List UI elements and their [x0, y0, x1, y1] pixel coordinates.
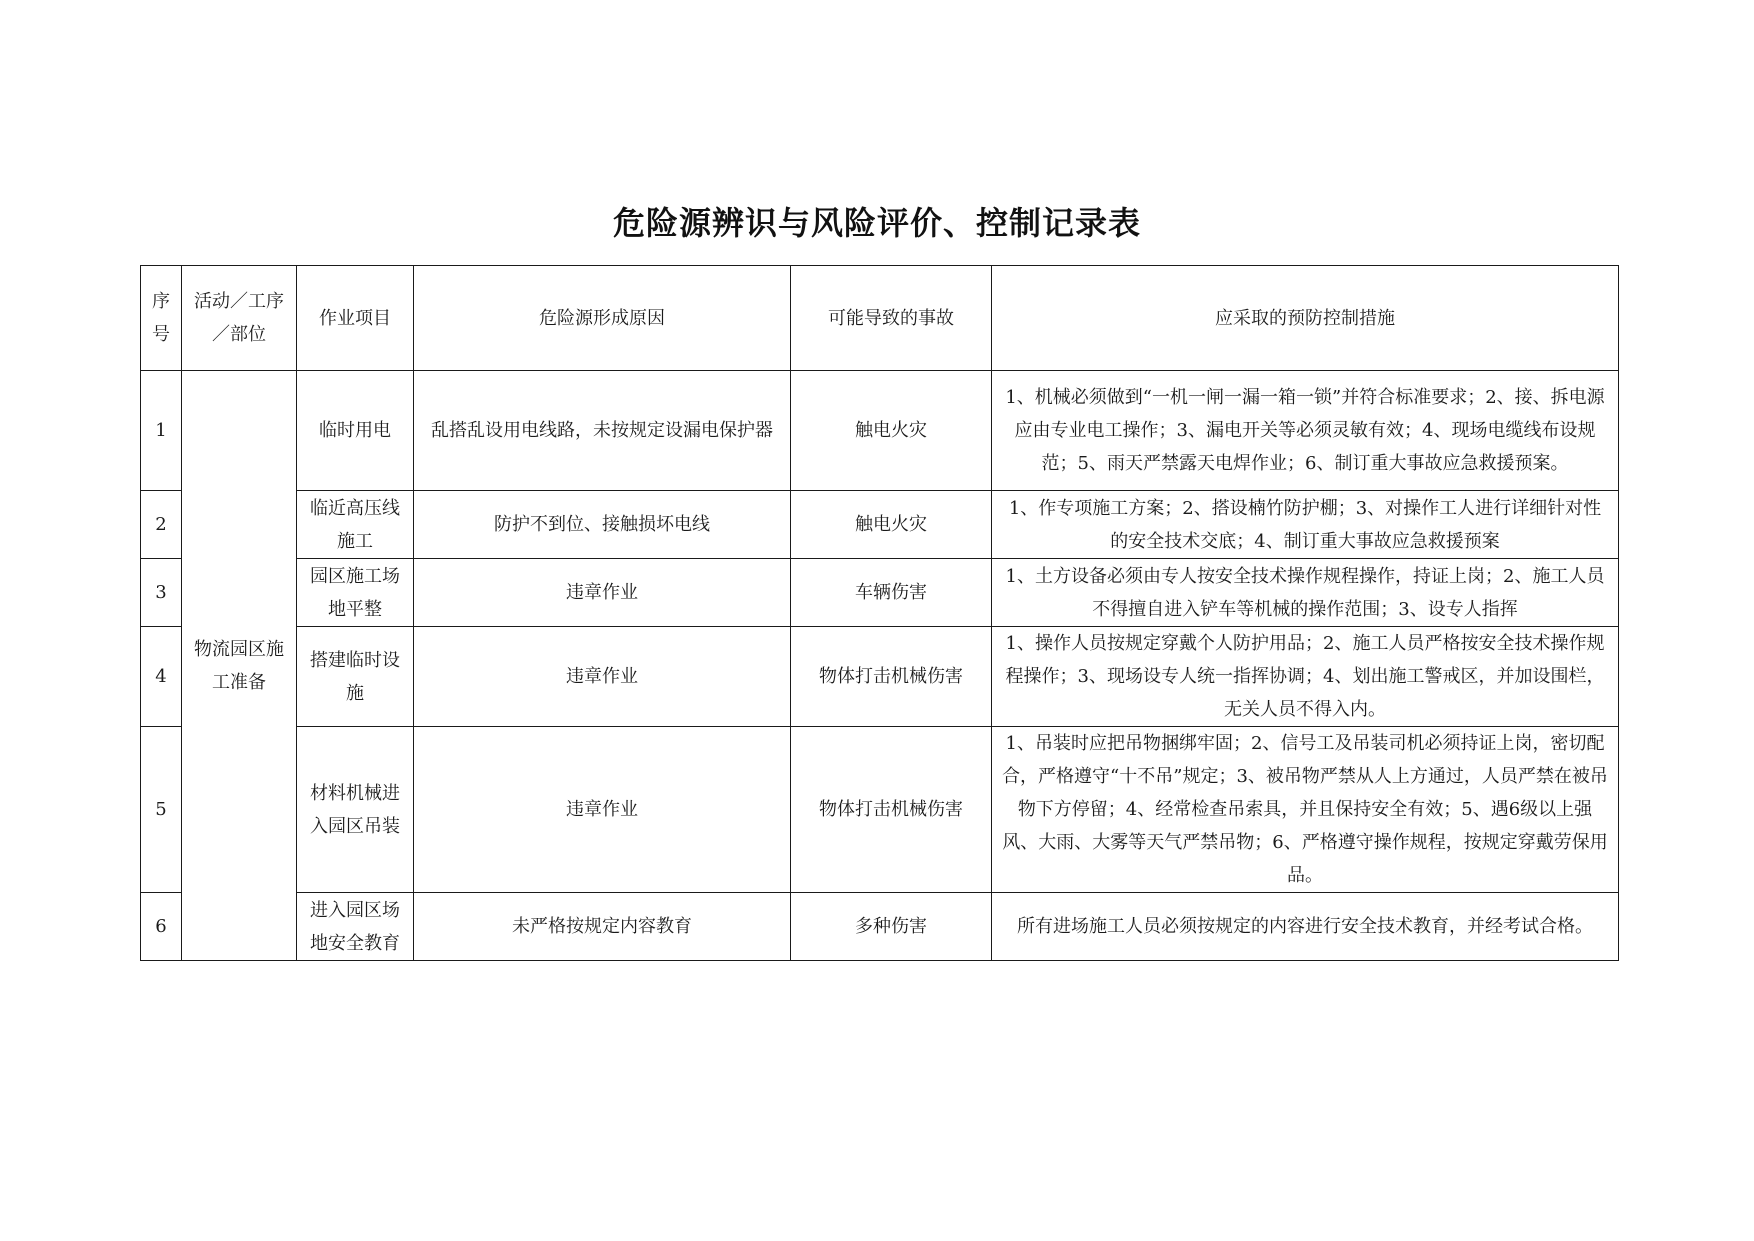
table-row [141, 893, 1619, 961]
row-measures: 所有进场施工人员必须按规定的内容进行安全技术教育，并经考试合格。 [992, 893, 1619, 961]
row-cause: 违章作业 [414, 627, 791, 727]
header-accident: 可能导致的事故 [791, 266, 992, 371]
header-activity: 活动／工序／部位 [182, 266, 297, 371]
row-seq: 5 [141, 727, 182, 893]
row-measures: 1、吊装时应把吊物捆绑牢固；2、信号工及吊装司机必须持证上岗，密切配合，严格遵守“十不吊”规定；3、被吊物严禁从人上方通过，人员严禁在被吊物下方停留；4、经常检查吊索具，并且保持安全有效；5、遇6级以上强风、大雨、大雾等天气严禁吊物；6、严格遵守操作规程，按规定穿戴劳保用品。 [992, 727, 1619, 893]
row-measures: 1、土方设备必须由专人按安全技术操作规程操作，持证上岗；2、施工人员不得擅自进入铲车等机械的操作范围；3、设专人指挥 [992, 559, 1619, 627]
row-item: 园区施工场地平整 [297, 559, 414, 627]
row-cause: 乱搭乱设用电线路，未按规定设漏电保护器 [414, 371, 791, 491]
activity-group-cell: 物流园区施工准备 [182, 371, 297, 961]
row-item: 搭建临时设施 [297, 627, 414, 727]
row-accident: 物体打击机械伤害 [791, 627, 992, 727]
table-row [141, 559, 1619, 627]
row-measures: 1、机械必须做到“一机一闸一漏一箱一锁”并符合标准要求；2、接、拆电源应由专业电工操作；3、漏电开关等必须灵敏有效；4、现场电缆线布设规范；5、雨天严禁露天电焊作业；6、制订重大事故应急救援预案。 [992, 371, 1619, 491]
row-accident: 物体打击机械伤害 [791, 727, 992, 893]
table-row [141, 491, 1619, 559]
row-item: 材料机械进入园区吊装 [297, 727, 414, 893]
document-title: 危险源辨识与风险评价、控制记录表 [612, 204, 1141, 242]
header-seq: 序号 [141, 266, 182, 371]
row-cause: 违章作业 [414, 727, 791, 893]
table-header-row [141, 266, 1619, 371]
row-accident: 触电火灾 [791, 371, 992, 491]
row-cause: 违章作业 [414, 559, 791, 627]
row-measures: 1、作专项施工方案；2、搭设楠竹防护棚；3、对操作工人进行详细针对性的安全技术交底；4、制订重大事故应急救援预案 [992, 491, 1619, 559]
header-item: 作业项目 [297, 266, 414, 371]
row-accident: 触电火灾 [791, 491, 992, 559]
row-item: 临近高压线施工 [297, 491, 414, 559]
row-accident: 车辆伤害 [791, 559, 992, 627]
header-cause: 危险源形成原因 [414, 266, 791, 371]
row-cause: 未严格按规定内容教育 [414, 893, 791, 961]
row-seq: 6 [141, 893, 182, 961]
row-cause: 防护不到位、接触损坏电线 [414, 491, 791, 559]
row-seq: 2 [141, 491, 182, 559]
table-row [141, 627, 1619, 727]
row-seq: 3 [141, 559, 182, 627]
row-item: 进入园区场地安全教育 [297, 893, 414, 961]
header-measures: 应采取的预防控制措施 [992, 266, 1619, 371]
row-seq: 4 [141, 627, 182, 727]
table-row [141, 371, 1619, 491]
row-accident: 多种伤害 [791, 893, 992, 961]
row-item: 临时用电 [297, 371, 414, 491]
table-row [141, 727, 1619, 893]
row-measures: 1、操作人员按规定穿戴个人防护用品；2、施工人员严格按安全技术操作规程操作；3、现场设专人统一指挥协调；4、划出施工警戒区，并加设围栏，无关人员不得入内。 [992, 627, 1619, 727]
row-seq: 1 [141, 371, 182, 491]
hazard-record-table [140, 265, 1619, 961]
